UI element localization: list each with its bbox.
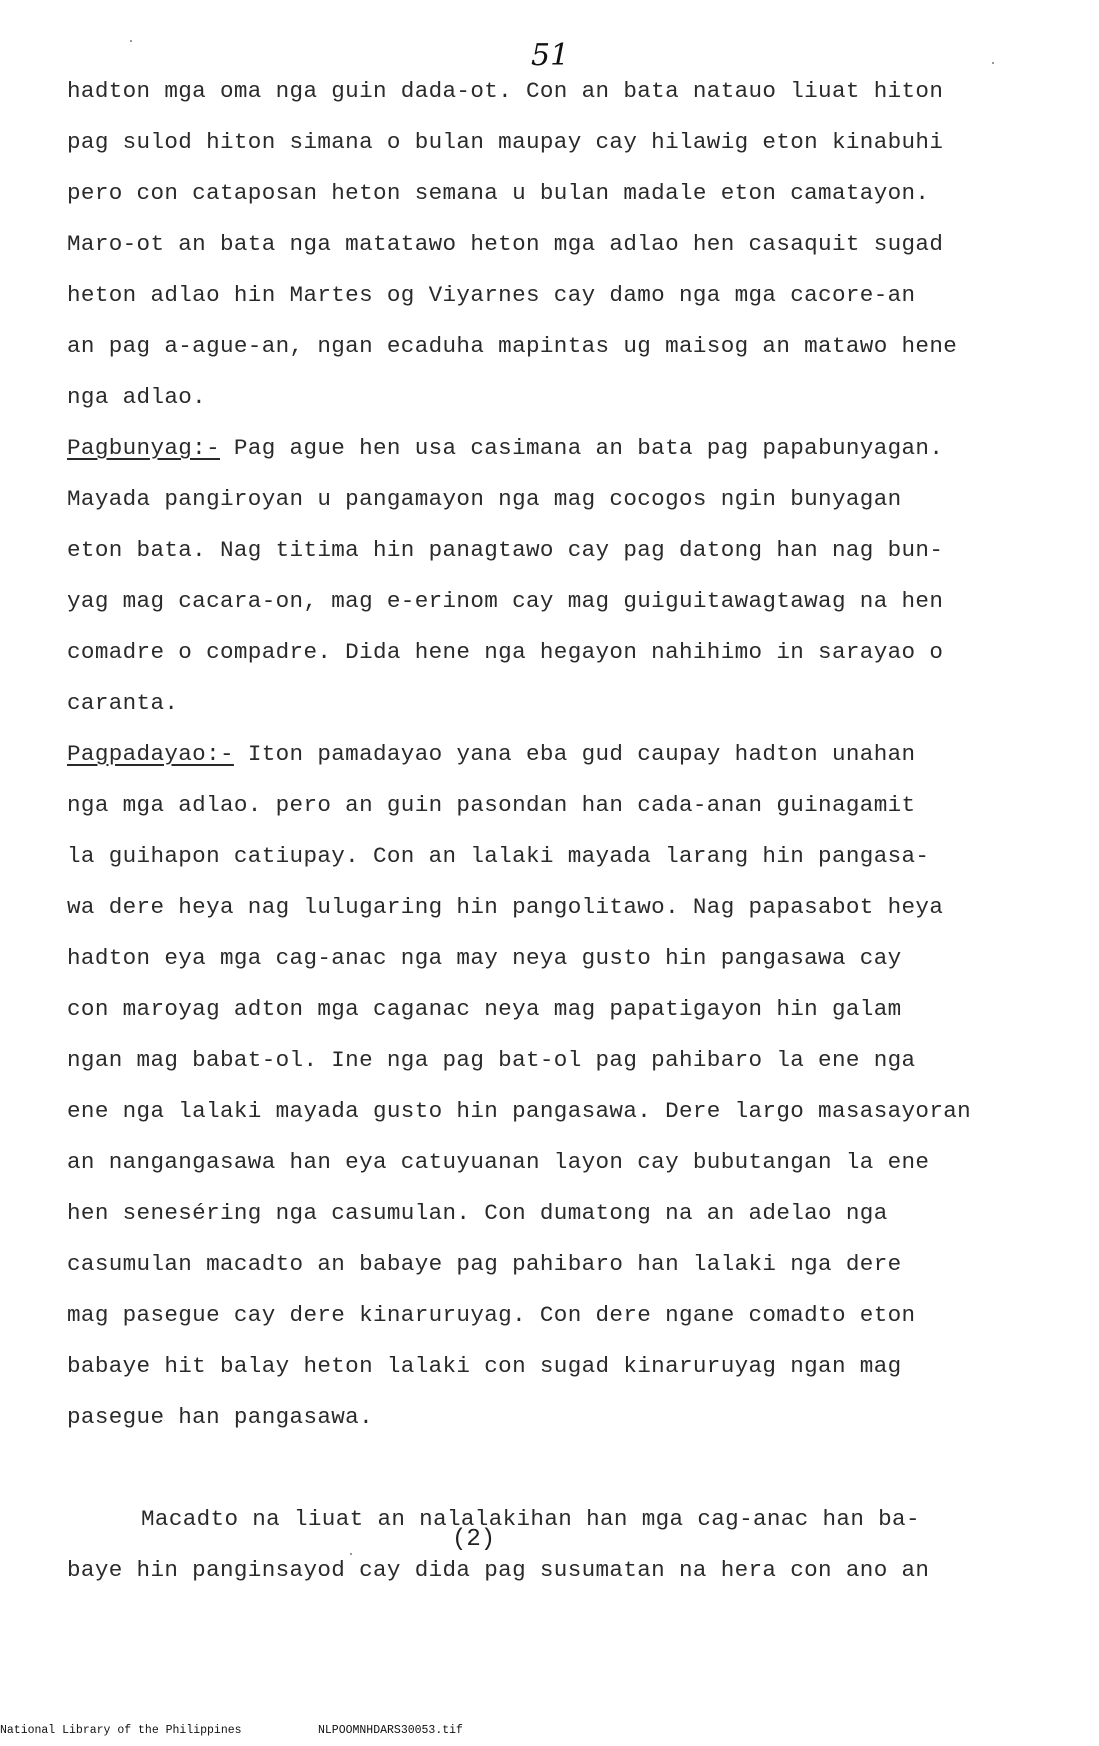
- text-line: casumulan macadto an babaye pag pahibaro han lalaki nga dere: [67, 1251, 902, 1277]
- text-line: mag pasegue cay dere kinaruruyag. Con dere ngane comadto eton: [67, 1302, 916, 1328]
- file-name: NLPOOMNHDARS30053.tif: [318, 1724, 463, 1737]
- text-line: Maro-ot an bata nga matatawo heton mga adlao hen casaquit sugad: [67, 231, 944, 257]
- text-line: heton adlao hin Martes og Viyarnes cay damo nga mga cacore-an: [67, 282, 916, 308]
- text-line: pero con cataposan heton semana u bulan madale eton camatayon.: [67, 180, 930, 206]
- blank-line: [67, 1443, 1067, 1494]
- text-fragment: Pag ague hen usa casimana an bata pag papabunyagan.: [220, 435, 944, 461]
- text-fragment: Iton pamadayao yana eba gud caupay hadton unahan: [233, 741, 916, 767]
- page-number-bottom: (2): [452, 1526, 496, 1553]
- scan-speck: [350, 1553, 352, 1555]
- scan-footer: [0, 1724, 1099, 1742]
- section-line-pagbunyag: [67, 423, 1067, 474]
- section-line-pagpadayao: [67, 729, 1067, 780]
- text-line: yag mag cacara-on, mag e-erinom cay mag guiguitawagtawag na hen: [67, 588, 944, 614]
- text-line: comadre o compadre. Dida hene nga hegayon nahihimo in sarayao o: [67, 639, 944, 665]
- text-line: hadton mga oma nga guin dada-ot. Con an bata natauo liuat hiton: [67, 78, 944, 104]
- text-line: eton bata. Nag titima hin panagtawo cay pag datong han nag bun-: [67, 537, 944, 563]
- text-line: hen seneséring nga casumulan. Con dumatong na an adelao nga: [67, 1200, 888, 1226]
- text-line: con maroyag adton mga caganac neya mag papatigayon hin galam: [67, 996, 902, 1022]
- text-line: an pag a-ague-an, ngan ecaduha mapintas ug maisog an matawo hene: [67, 333, 958, 359]
- library-credit: National Library of the Philippines: [0, 1724, 242, 1737]
- text-line-indented: Macadto na liuat an nalalakihan han mga cag-anac han ba-: [141, 1506, 920, 1532]
- text-line: Mayada pangiroyan u pangamayon nga mag cocogos ngin bunyagan: [67, 486, 902, 512]
- document-body: [67, 66, 1067, 1596]
- text-line: babaye hit balay heton lalaki con sugad kinaruruyag ngan mag: [67, 1353, 902, 1379]
- text-line: hadton eya mga cag-anac nga may neya gusto hin pangasawa cay: [67, 945, 902, 971]
- text-line: caranta.: [67, 690, 179, 716]
- text-line: wa dere heya nag lulugaring hin pangolitawo. Nag papasabot heya: [67, 894, 944, 920]
- text-line: la guihapon catiupay. Con an lalaki mayada larang hin pangasa-: [67, 843, 930, 869]
- text-line: pasegue han pangasawa.: [67, 1404, 373, 1430]
- page-number-top: 51: [531, 38, 570, 73]
- section-heading-pagbunyag: Pagbunyag:-: [67, 435, 220, 461]
- text-line: pag sulod hiton simana o bulan maupay cay hilawig eton kinabuhi: [67, 129, 944, 155]
- text-line: baye hin panginsayod cay dida pag susumatan na hera con ano an: [67, 1557, 930, 1583]
- text-line: nga mga adlao. pero an guin pasondan han cada-anan guinagamit: [67, 792, 916, 818]
- scan-speck: [992, 62, 994, 64]
- section-heading-pagpadayao: Pagpadayao:-: [67, 741, 234, 767]
- scan-speck: [130, 40, 132, 42]
- text-line: ngan mag babat-ol. Ine nga pag bat-ol pag pahibaro la ene nga: [67, 1047, 916, 1073]
- text-line: nga adlao.: [67, 384, 207, 410]
- text-line: ene nga lalaki mayada gusto hin pangasawa. Dere largo masasayoran: [67, 1098, 972, 1124]
- text-line: an nangangasawa han eya catuyuanan layon cay bubutangan la ene: [67, 1149, 930, 1175]
